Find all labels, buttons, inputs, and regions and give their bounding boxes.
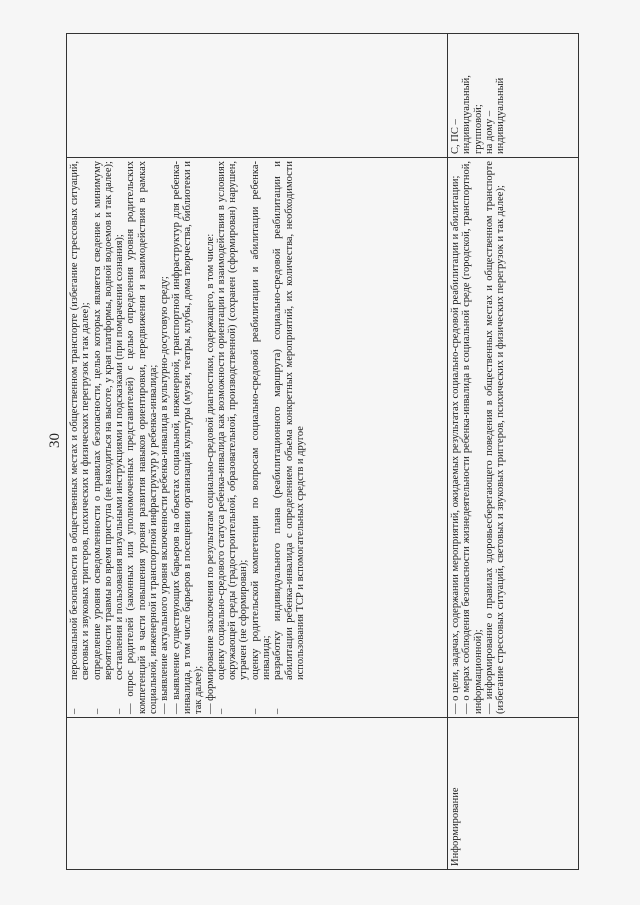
paragraph: — информирование о правилах здоровьесберегающего поведения в общественных местах и общественном транспорте (избегание стрессовых ситуаций, световых и звуковых триггеров, психических и физических перегрузок и так далее); [483, 161, 507, 714]
service-name-cell: Информирование [448, 718, 579, 870]
list-item-text: разработку индивидуального плана (реабилитационного маршрута) социально-средовой реабилитации и абилитации ребенка-инвалида с определением объема конкретных мероприятий, их количества, необходимости использования ТСР и вспомогательных средств и другое [272, 161, 306, 680]
rotated-table-container [66, 34, 586, 870]
content-cell [448, 158, 579, 718]
page-number: 30 [47, 433, 63, 448]
list-item-text: определение уровня осведомленности о правилах безопасности, целью которых является сведение к минимуму вероятности травмы во время приступа (не находиться на высоте, у края платформы, водной водоемов и так далее); [91, 161, 114, 680]
paragraph: — выявление актуального уровня включенности ребенка-инвалида в культурно-досуговую среду; [159, 276, 171, 714]
form-line: групповой; [472, 104, 484, 154]
table-row [448, 34, 579, 870]
form-line: индивидуальный [495, 77, 507, 154]
services-table [66, 33, 579, 870]
form-line: на дому – [483, 110, 495, 154]
content-cell [67, 158, 448, 718]
list-item: – определение уровня осведомленности о правилах безопасности, целью которых является сведение к минимуму вероятности травмы во время приступа (не находиться на высоте, у края платформы, водной водоемов и так далее); [91, 161, 114, 714]
paragraph: — о мерах соблюдения безопасности жизнедеятельности ребенка-инвалида в социальной среде (городской, транспортной, информационной); [461, 161, 484, 714]
form-cell [448, 34, 579, 158]
list-item: – оценку социально-средового статуса ребенка-инвалида как возможности ориентации и взаимодействия в условиях окружающей среды (градостроительной, образовательной, производственной) (сохранен (сформирован) нарушен, утрачен (не сформирован); [215, 161, 250, 714]
list-item: – персональной безопасности в общественных местах и общественном транспорте (избегание стрессовых ситуаций, световых и звуковых триггеров, психических и физических перегрузок и так далее); [69, 161, 92, 714]
table-row [67, 34, 448, 870]
list-item: – оценку родительской компетенции по вопросам социально-средовой реабилитации и абилитации ребенка-инвалида; [249, 161, 273, 714]
list-item: – разработку индивидуального плана (реабилитационного маршрута) социально-средовой реабилитации и абилитации ребенка-инвалида с определением объема конкретных мероприятий, их количества, необходимости использования ТСР и вспомогательных средств и другое [272, 161, 306, 714]
list-item-text: оценку социально-средового статуса ребенка-инвалида как возможности ориентации и взаимодействия в условиях окружающей среды (градостроительной, образовательной, производственной) (сохранен (сформирован) нарушен, утрачен (не сформирован); [215, 161, 250, 680]
paragraph: — выявление существующих барьеров на объектах социальной, инженерной, транспортной инфраструктур для ребенка-инвалида, в том числе барьеров в посещении организаций культуры (музеи, театры, клубы, дома творчества, библиотеки и так далее); [170, 161, 205, 714]
list-item-text: составления и пользования визуальными инструкциями и подсказками (при помрачении сознания); [114, 234, 126, 680]
form-line: С, ПС – [450, 119, 461, 154]
list-item-text: персональной безопасности в общественных местах и общественном транспорте (избегание стрессовых ситуаций, световых и звуковых триггеров, психических и физических перегрузок и так далее); [69, 161, 92, 680]
list-item-text: оценку родительской компетенции по вопросам социально-средовой реабилитации и абилитации ребенка-инвалида; [249, 161, 273, 680]
list-item: – составления и пользования визуальными инструкциями и подсказками (при помрачении сознания); [114, 161, 125, 714]
paragraph: — формирование заключения по результатам социально-средовой диагностики, содержащего, в том числе: [204, 233, 216, 714]
form-cell [67, 34, 448, 158]
paragraph: — опрос родителей (законных или уполномоченных представителей) с целью определения уровня родительских компетенций в части повышения уровня развития навыков ориентировки, передвижения и взаимодействия в рамках социальной, инженерной и транспортной инфраструктур у ребенка-инвалида; [125, 161, 160, 714]
form-line: индивидуальный, [461, 75, 473, 154]
paragraph: — о цели, задачах, содержании мероприятий, ожидаемых результатах социально-средовой реабилитации и абилитации; [450, 175, 461, 714]
service-cell [67, 718, 448, 870]
